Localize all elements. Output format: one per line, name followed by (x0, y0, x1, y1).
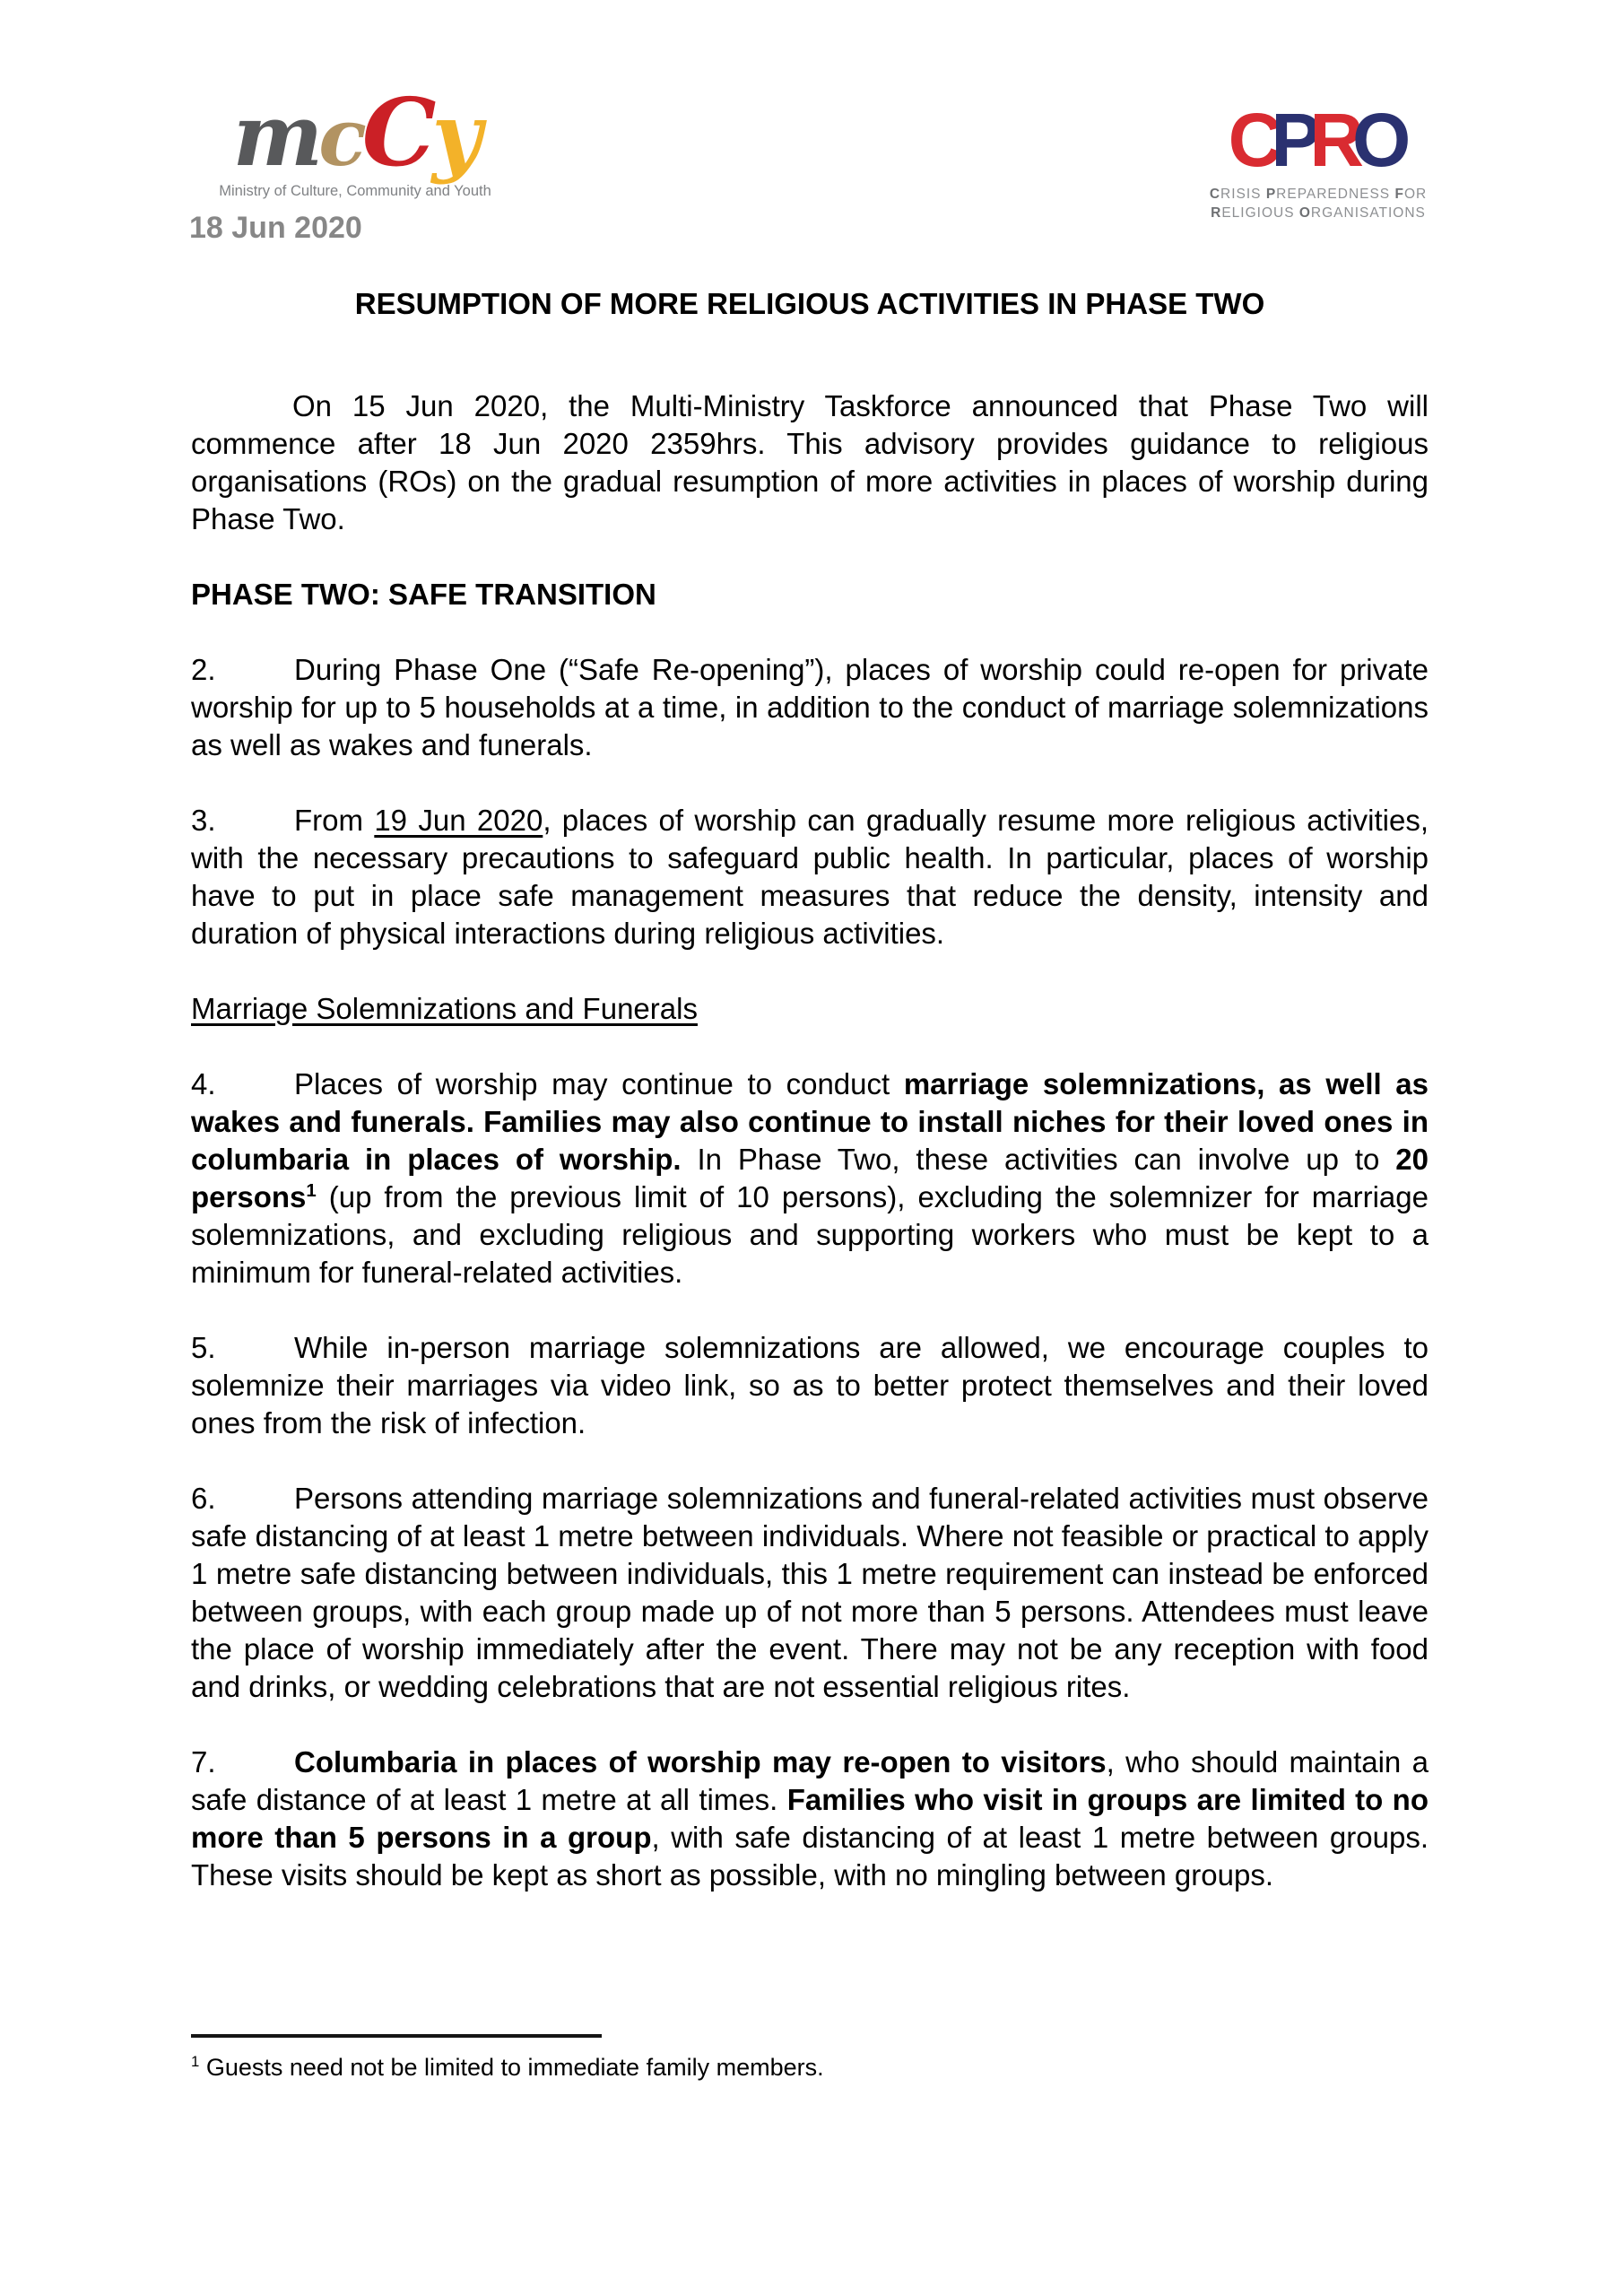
section-heading-marriage-solemnizations-and-funerals: Marriage Solemnizations and Funerals (191, 992, 698, 1025)
paragraph-6-safe-distancing: 6. Persons attending marriage solemnizations and funeral-related activities must observe safe distancing of at least 1 metre between individuals. Where not feasible or practical to apply 1 metre safe distancing between individuals, this 1 metre requirement can instead be enforced between groups, with each group made up of not more than 5 persons. Attendees must leave the place of worship immediately after the event. There may not be any reception with food and drinks, or wedding celebrations that are not essential religious rites. (191, 1482, 1429, 1703)
cpro-logo (1206, 98, 1430, 222)
paragraph-7-columbaria: 7. Columbaria in places of worship may re-open to visitors, who should maintain a safe distance of at least 1 metre at all times. Families who visit in groups are limited to no more than 5 persons in a group, with safe distancing of at least 1 metre between groups. These visits should be kept as short as possible, with no mingling between groups. (191, 1745, 1429, 1892)
paragraph-3-from-19-jun: 3. From 19 Jun 2020, places of worship can gradually resume more religious activities, with the necessary precautions to safeguard public health. In particular, places of worship have to put in place safe management measures that reduce the density, intensity and duration of physical interactions during religious activities. (191, 804, 1429, 950)
cpro-logo-tagline-line-2: RELIGIOUS ORGANISATIONS (1211, 205, 1426, 221)
paragraph-2-phase-one: 2. During Phase One (“Safe Re-opening”), places of worship could re-open for private worship for up to 5 households at a time, in addition to the conduct of marriage solemnizations as well as wakes and funerals. (191, 653, 1429, 761)
cpro-logo-tagline-line-1: CRISIS PREPAREDNESS FOR (1209, 187, 1428, 202)
paragraph-4-marriage-solemnizations: 4. Places of worship may continue to conduct marriage solemnizations, as well as wakes and funerals. Families may also continue to install niches for their loved ones in columbaria in places of worship. In Phase Two, these activities can involve up to 20 persons$^1$ (up from the previous limit of 10 persons), excluding the solemnizer for marriage solemnizations, and excluding religious and supporting workers who must be kept to a minimum for funeral-related activities. (191, 1067, 1429, 1289)
document-title: RESUMPTION OF MORE RELIGIOUS ACTIVITIES IN PHASE TWO (354, 287, 1265, 320)
mccy-logo (212, 77, 499, 200)
paragraph-intro: On 15 Jun 2020, the Multi-Ministry Taskforce announced that Phase Two will commence after 18 Jun 2020 2359hrs. This advisory provides guidance to religious organisations (ROs) on the gradual resumption of more activities in places of worship during Phase Two. (191, 389, 1429, 535)
document-body (191, 285, 1429, 1932)
mccy-logo-wordmark: mcCy (232, 77, 478, 187)
cpro-logo-tagline (1206, 185, 1430, 222)
footnote-separator-line (191, 2034, 602, 2038)
footnote-area (191, 2034, 1429, 2083)
document-date: 18 Jun 2020 (189, 211, 362, 245)
footnote-text: $^1$ Guests need not be limited to immediate family members. (191, 2053, 824, 2081)
mccy-logo-tagline: Ministry of Culture, Community and Youth (219, 183, 491, 199)
cpro-logo-wordmark: CPRO (1228, 98, 1400, 182)
section-heading-phase-two-safe-transition: PHASE TWO: SAFE TRANSITION (191, 578, 656, 611)
paragraph-5-video-link: 5. While in-person marriage solemnizations are allowed, we encourage couples to solemnize their marriages via video link, so as to better protect themselves and their loved ones from the risk of infection. (191, 1331, 1429, 1439)
